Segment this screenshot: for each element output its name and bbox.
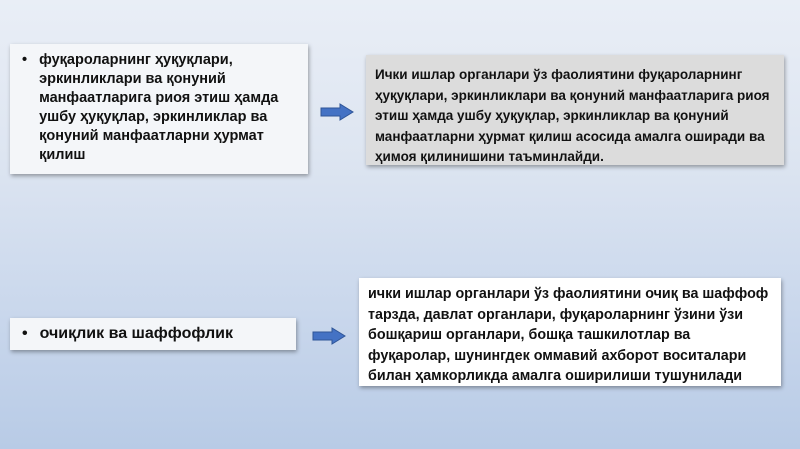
explanation-box-rights — [366, 55, 784, 165]
right-arrow-icon — [312, 327, 346, 345]
explanation-box-transparency — [359, 278, 781, 386]
explanation-text-rights: Ички ишлар органлари ўз фаолиятини фуқароларнинг ҳуқуқлари, эркинликлари ва қонуний манфаатларига риоя этиш ҳамда ушбу ҳуқуқлар, эркинликлар ва қонуний манфаатларни ҳурмат қилиш асосида амалга оширади ва ҳимоя қилинишини таъминлайди. — [375, 67, 770, 164]
bullet-marker: • — [22, 325, 28, 342]
principle-box-rights — [10, 44, 308, 174]
explanation-text-transparency: ички ишлар органлари ўз фаолиятини очиқ ва шаффоф тарзда, давлат органлари, фуқароларнинг ўзини ўзи бошқариш органлари, бошқа ташкилотлар ва фуқаролар, шунингдек оммавий ахборот воситалари билан ҳамкорликда амалга оширилиши тушунилади — [368, 286, 769, 384]
bullet-marker: • — [22, 52, 28, 68]
principle-text-transparency: очиқлик ва шаффофлик — [39, 325, 233, 342]
right-arrow-icon — [320, 103, 354, 121]
principle-box-transparency — [10, 318, 296, 350]
principle-text-rights: фуқароларнинг ҳуқуқлари, эркинликлари ва қонуний манфаатларига риоя этиш ҳамда ушбу ҳуқуқлар, эркинликлар ва қонуний манфаатларни ҳурмат қилиш — [39, 52, 279, 163]
